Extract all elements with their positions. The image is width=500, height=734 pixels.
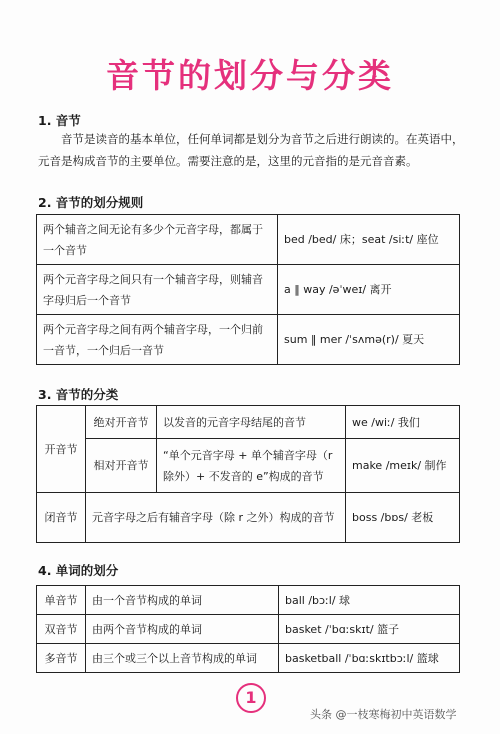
watermark: 头条 @一枝寒梅初中英语数学 — [310, 708, 457, 721]
relative-open-desc: “单个元音字母 + 单个辅音字母（r 除外）+ 不发音的 e”构成的音节 — [157, 439, 346, 493]
closed-syllable-example: boss /bɒs/ 老板 — [346, 493, 460, 543]
closed-syllable-label: 闭音节 — [37, 493, 86, 543]
rule-cell: 两个辅音之间无论有多少个元音字母，都属于一个音节 — [37, 215, 278, 265]
table-row — [37, 215, 460, 265]
open-syllable-label: 开音节 — [37, 406, 86, 493]
syllable-rules-table — [36, 214, 460, 365]
table-row — [37, 493, 460, 543]
desc-cell: 由一个音节构成的单词 — [86, 586, 279, 615]
desc-cell: 由三个或三个以上音节构成的单词 — [86, 644, 279, 673]
example-cell: a ‖ way /əˈweɪ/ 离开 — [278, 265, 460, 315]
example-cell: basket /ˈbɑːskɪt/ 篮子 — [279, 615, 460, 644]
section-4-heading: 4. 单词的划分 — [38, 563, 119, 578]
absolute-open-desc: 以发音的元音字母结尾的音节 — [157, 406, 346, 439]
table-row — [37, 406, 460, 439]
section-2-heading: 2. 音节的划分规则 — [38, 195, 144, 210]
page-number: 1 — [236, 683, 266, 713]
page-title: 音节的划分与分类 — [106, 56, 394, 95]
section-1-heading: 1. 音节 — [38, 113, 81, 128]
absolute-open-label: 绝对开音节 — [86, 406, 157, 439]
section-3-heading: 3. 音节的分类 — [38, 387, 119, 402]
table-row — [37, 586, 460, 615]
example-cell: basketball /ˈbɑːskɪtbɔːl/ 篮球 — [279, 644, 460, 673]
table-row — [37, 315, 460, 365]
section-1-text: 音节是读音的基本单位，任何单词都是划分为音节之后进行朗读的。在英语中，元音是构成音节的主要单位。需要注意的是，这里的元音指的是元音音素。 — [38, 132, 464, 168]
syllable-types-table — [36, 405, 460, 543]
section-1-paragraph — [38, 128, 468, 172]
closed-syllable-desc: 元音字母之后有辅音字母（除 r 之外）构成的音节 — [86, 493, 346, 543]
absolute-open-example: we /wiː/ 我们 — [346, 406, 460, 439]
table-row — [37, 439, 460, 493]
relative-open-label: 相对开音节 — [86, 439, 157, 493]
table-row — [37, 615, 460, 644]
type-cell: 多音节 — [37, 644, 86, 673]
type-cell: 单音节 — [37, 586, 86, 615]
example-cell: bed /bed/ 床；seat /siːt/ 座位 — [278, 215, 460, 265]
table-row — [37, 265, 460, 315]
rule-cell: 两个元音字母之间只有一个辅音字母，则辅音字母归后一个音节 — [37, 265, 278, 315]
example-cell: sum ‖ mer /ˈsʌmə(r)/ 夏天 — [278, 315, 460, 365]
word-division-table — [36, 585, 460, 673]
type-cell: 双音节 — [37, 615, 86, 644]
rule-cell: 两个元音字母之间有两个辅音字母，一个归前一音节，一个归后一音节 — [37, 315, 278, 365]
table-row — [37, 644, 460, 673]
desc-cell: 由两个音节构成的单词 — [86, 615, 279, 644]
example-cell: ball /bɔːl/ 球 — [279, 586, 460, 615]
relative-open-example: make /meɪk/ 制作 — [346, 439, 460, 493]
